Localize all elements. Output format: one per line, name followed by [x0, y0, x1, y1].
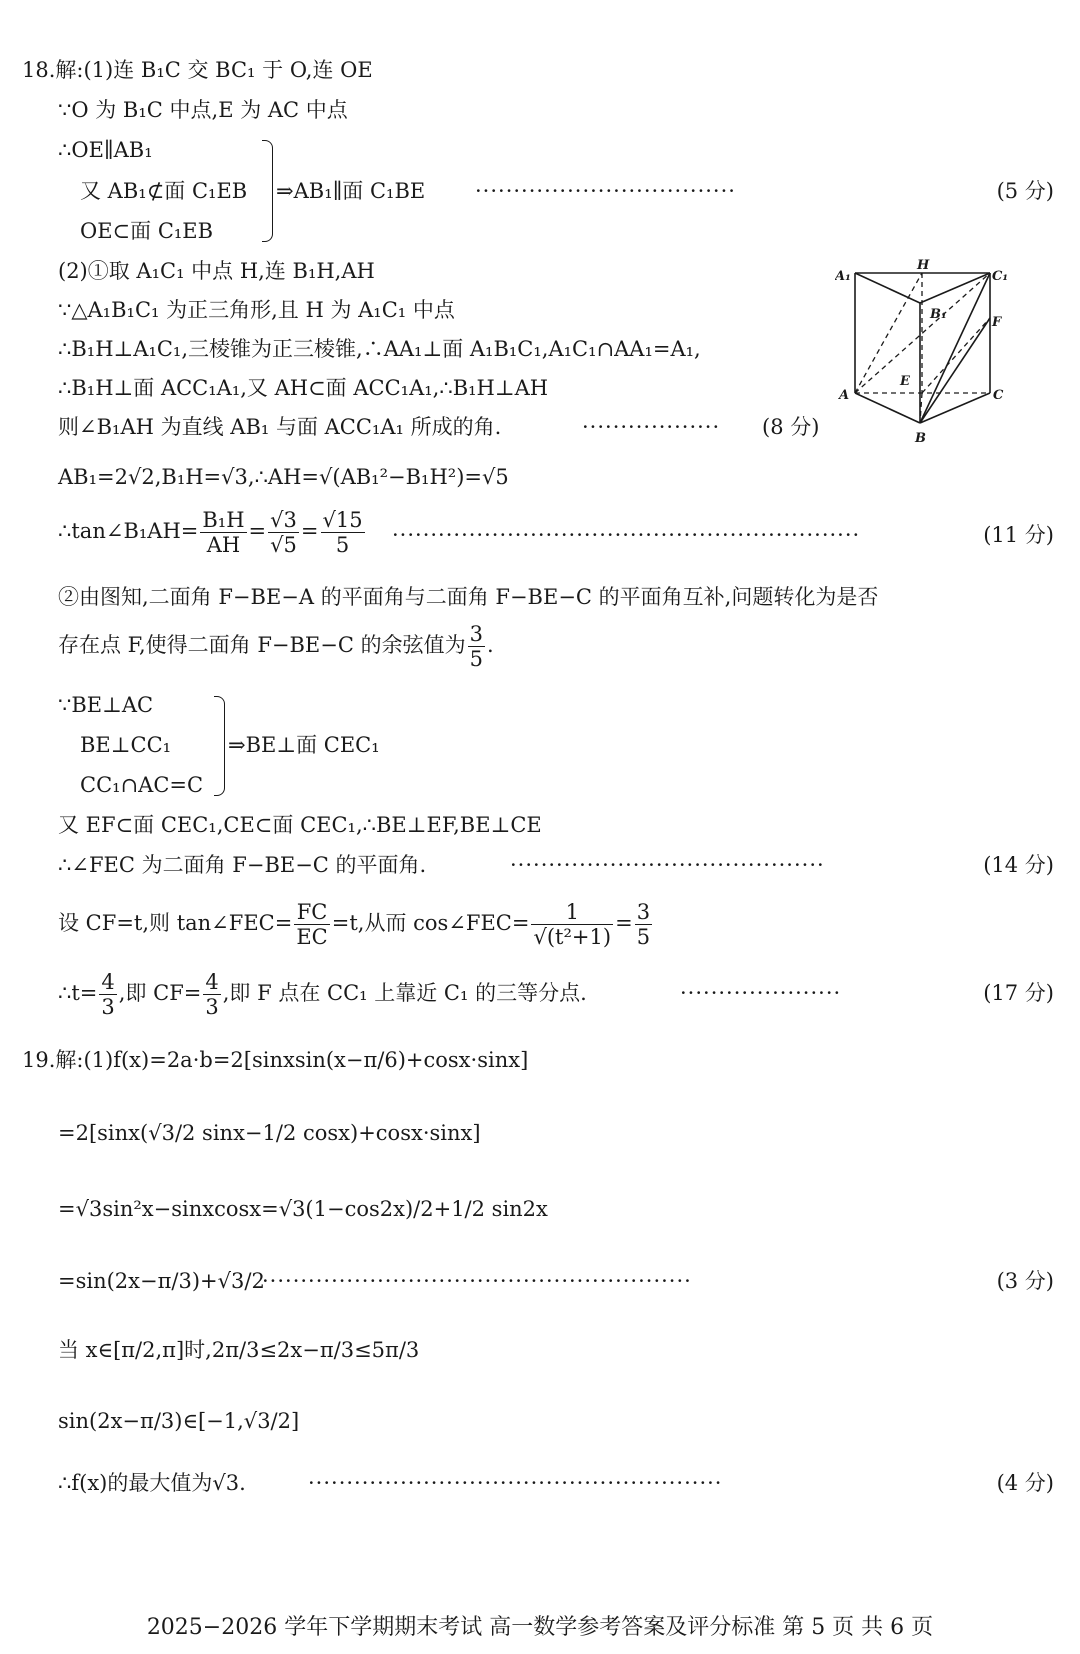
q18-part2-line-5: 则∠B₁AH 为直线 AB₁ 与面 ACC₁A₁ 所成的角. — [58, 415, 502, 439]
tan-lhs: ∴tan∠B₁AH= — [58, 519, 199, 543]
q19-line-4: =sin(2x−π/3)+√3/2 — [58, 1269, 265, 1293]
q18-part4-line-1: 又 EF⊂面 CEC₁,CE⊂面 CEC₁,∴BE⊥EF,BE⊥CE — [58, 813, 542, 837]
tan-line: ∴tan∠B₁AH= $\frac{\text{B₁H}}{AH}$ = $\frac{√3}{√5}$ = $\frac{√15}{5}$ — [58, 508, 363, 557]
q18-line-2: ∵O 为 B₁C 中点,E 为 AC 中点 — [58, 98, 348, 122]
label-h: H — [917, 258, 930, 273]
q18-line-3: ∴OE∥AB₁ — [58, 138, 153, 162]
score-label: (17 分) — [983, 981, 1054, 1005]
fraction: $\frac{3}{5}$ — [636, 900, 651, 949]
q18-part3-line-2: 存在点 F,使得二面角 F−BE−C 的余弦值为 $\frac{3}{5}$ . — [58, 622, 494, 671]
q18-conclusion-1: ⇒AB₁∥面 C₁BE — [276, 179, 426, 203]
q18-part2-line-1: (2)①取 A₁C₁ 中点 H,连 B₁H,AH — [58, 259, 375, 283]
fraction: $\frac{1}{\text{√(t²+1)}}$ — [533, 900, 612, 949]
brace-conclusion: ⇒BE⊥面 CEC₁ — [228, 733, 380, 757]
q18-line-4: 又 AB₁⊄面 C₁EB — [80, 179, 248, 203]
q19-line-2: =2[sinx(√3/2 sinx−1/2 cosx)+cosx·sinx] — [58, 1121, 481, 1145]
q18-final-line: ∴t= $\frac{4}{3}$ ,即 CF= $\frac{4}{3}$ ,即 F 点在 CC₁ 上靠近 C₁ 的三等分点. — [58, 970, 587, 1019]
q18-part2-line-4: ∴B₁H⊥面 ACC₁A₁,又 AH⊂面 ACC₁A₁,∴B₁H⊥AH — [58, 376, 549, 400]
label-a1: A₁ — [835, 269, 851, 284]
dot-leader: ························································ — [262, 1269, 692, 1293]
q18-part2-line-2: ∵△A₁B₁C₁ 为正三角形,且 H 为 A₁C₁ 中点 — [58, 298, 455, 322]
label-f: F — [992, 315, 1002, 330]
label-a: A — [839, 388, 850, 403]
brace-line-1: ∵BE⊥AC — [58, 693, 154, 717]
label-c1: C₁ — [992, 269, 1009, 284]
right-brace — [262, 140, 273, 242]
fraction: $\frac{√3}{√5}$ — [270, 508, 297, 557]
q19-line-6: sin(2x−π/3)∈[−1,√3/2] — [58, 1409, 300, 1433]
label-b: B — [915, 431, 926, 446]
q19-line-5: 当 x∈[π/2,π]时,2π/3≤2x−π/3≤5π/3 — [58, 1338, 420, 1362]
dot-leader: ·················· — [582, 415, 721, 439]
q18-calc-line: AB₁=2√2,B₁H=√3,∴AH=√(AB₁²−B₁H²)=√5 — [58, 465, 509, 489]
fraction: $\frac{√15}{5}$ — [322, 508, 363, 557]
q18-part3-line-1: ②由图知,二面角 F−BE−A 的平面角与二面角 F−BE−C 的平面角互补,问题转化为是否 — [58, 585, 879, 609]
q19-line-7: ∴f(x)的最大值为√3. — [58, 1471, 246, 1495]
right-brace — [214, 696, 225, 796]
fraction: $\frac{4}{3}$ — [205, 970, 219, 1019]
fraction: $\frac{3}{5}$ — [469, 622, 483, 671]
score-label: (5 分) — [996, 179, 1054, 203]
q18-line-5: OE⊂面 C₁EB — [80, 219, 214, 243]
fraction: $\frac{4}{3}$ — [101, 970, 115, 1019]
score-label: (4 分) — [996, 1471, 1054, 1495]
dot-leader: ······················································ — [308, 1471, 723, 1495]
fraction: $\frac{\text{B₁H}}{AH}$ — [202, 508, 245, 557]
fraction: $\frac{FC}{EC}$ — [296, 900, 328, 949]
dot-leader: ····················· — [680, 981, 842, 1005]
prism-figure — [835, 258, 1065, 458]
label-b1: B₁ — [930, 307, 947, 322]
q18-line-1: 18.解:(1)连 B₁C 交 BC₁ 于 O,连 OE — [22, 58, 373, 82]
q19-line-3: =√3sin²x−sinxcosx=√3(1−cos2x)/2+1/2 sin2x — [58, 1197, 548, 1221]
q18-set-line: 设 CF=t,则 tan∠FEC= $\frac{FC}{EC}$ =t,从而 cos∠FEC= $\frac{1}{\text{√(t²+1)}}$ = $\frac{3}{5}$ — [58, 900, 651, 949]
brace-line-3: CC₁∩AC=C — [80, 773, 204, 797]
dot-leader: ········································· — [510, 853, 825, 877]
label-e: E — [900, 374, 910, 389]
score-label: (14 分) — [983, 853, 1054, 877]
score-label: (11 分) — [983, 523, 1054, 547]
page-footer: 2025−2026 学年下学期期末考试 高一数学参考答案及评分标准 第 5 页 共 6 页 — [146, 1615, 934, 1640]
dot-leader: ·································· — [475, 179, 736, 203]
q19-line-1: 19.解:(1)f(x)=2a·b=2[sinxsin(x−π/6)+cosx·sinx] — [22, 1048, 529, 1072]
dot-leader: ····························································· — [392, 523, 861, 547]
score-label: (8 分) — [762, 415, 820, 439]
q18-part2-line-3: ∴B₁H⊥A₁C₁,三棱锥为正三棱锥,∴AA₁⊥面 A₁B₁C₁,A₁C₁∩AA₁=A₁, — [58, 337, 701, 361]
label-c: C — [993, 388, 1004, 403]
brace-line-2: BE⊥CC₁ — [80, 733, 172, 757]
score-label: (3 分) — [996, 1269, 1054, 1293]
q18-part4-line-2: ∴∠FEC 为二面角 F−BE−C 的平面角. — [58, 853, 427, 877]
